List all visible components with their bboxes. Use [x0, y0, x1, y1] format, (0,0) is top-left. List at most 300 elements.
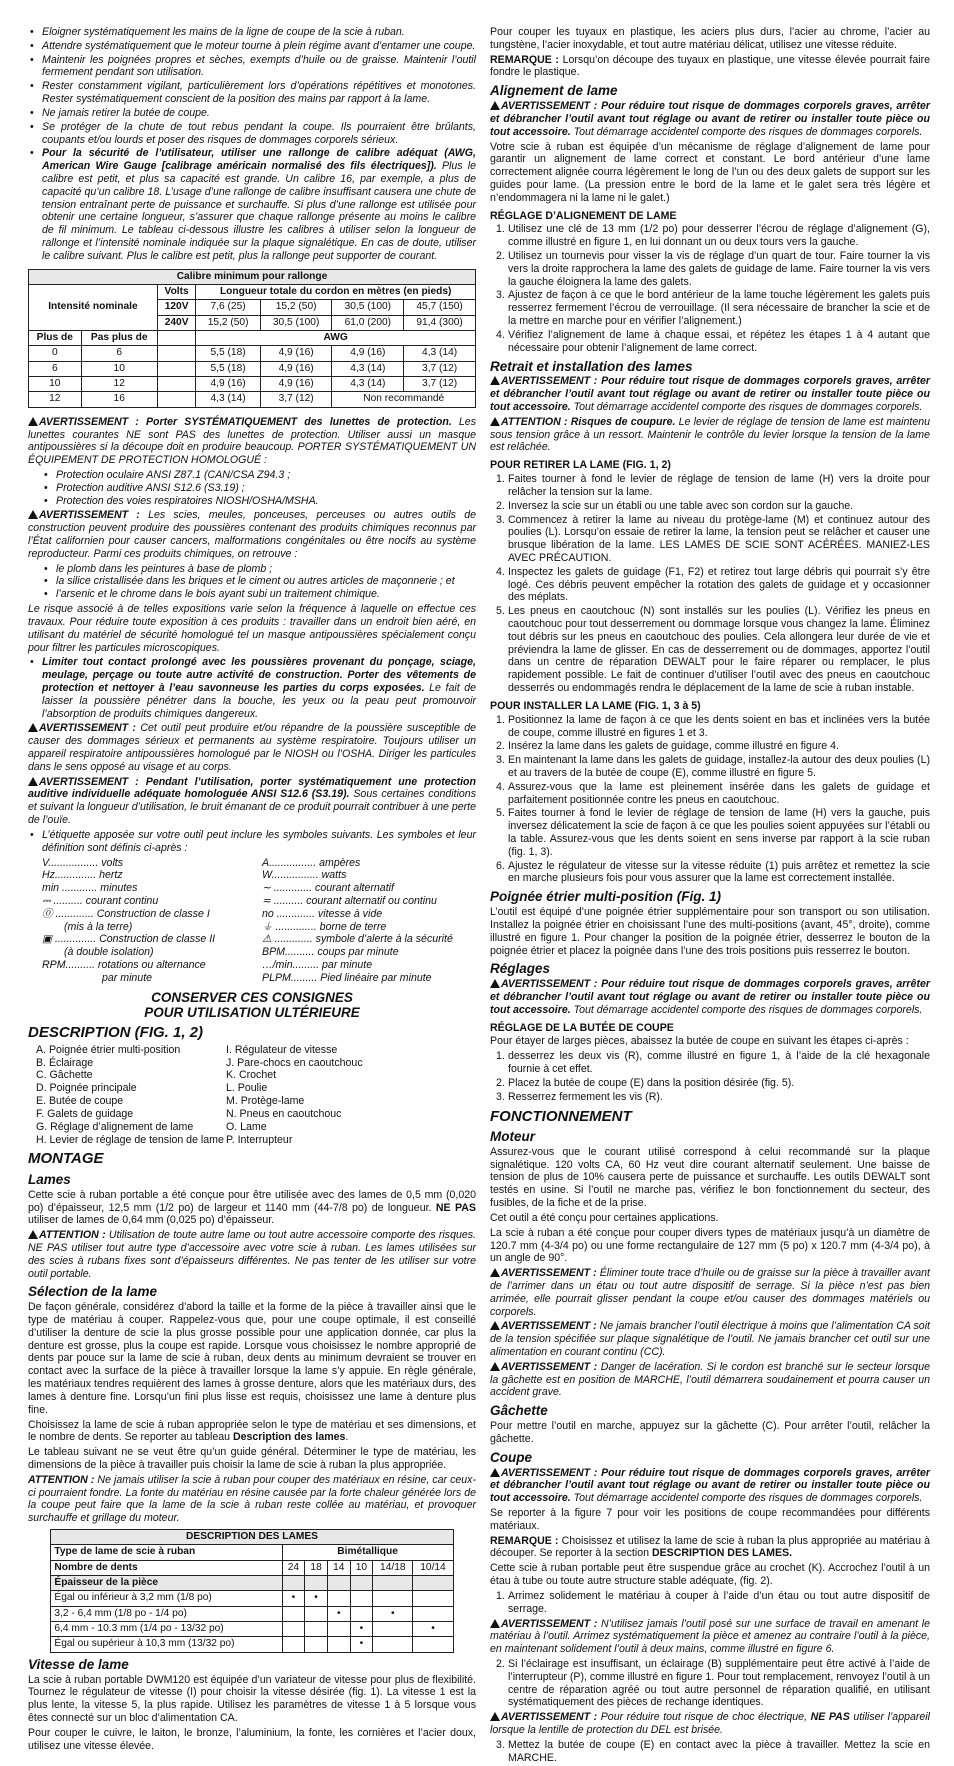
coupe-warning-2: [490, 1618, 930, 1656]
table-cell: [373, 1622, 413, 1637]
table-row: [51, 1622, 453, 1637]
symbol-item: ⏚ .............. borne de terre: [262, 920, 387, 933]
retrait-heading: Retrait et installation des lames: [490, 358, 693, 374]
conserver-heading: [28, 991, 476, 1021]
blade-thick-label: Épaisseur de la pièce: [51, 1576, 282, 1591]
warning-bold: AVERTISSEMENT : Pour réduire tout risque de dommages corporels graves, arrêter et débrancher l’outil avant tout réglage ou avant de retirer ou installer toute pièce ou tout accessoire.: [490, 375, 930, 413]
warning-icon: [28, 1230, 38, 1239]
retirer-list: [490, 473, 930, 695]
limit-bold: Limiter tout contact prolongé avec les poussières provenant du ponçage, sciage, meulage, perçage ou toute autre activité de construction. Porter des vêtements de protection et nettoyer à l’eau savonneuse les parties du corps exposées.: [42, 656, 476, 694]
list-item: 1. Arrimez solidement le matériau à couper à l’aide d’un étau ou tout autre dispositif de serrage.: [496, 1589, 930, 1615]
list-item: • Ne jamais retirer la butée de coupe.: [28, 107, 476, 120]
table-cell: 14: [327, 1560, 350, 1575]
warning-bold: AVERTISSEMENT : Porter SYSTÉMATIQUEMENT des lunettes de protection.: [39, 415, 452, 428]
list-item-text: Resserrez fermement les vis (R).: [508, 1090, 663, 1103]
table-cell: 4,9 (16): [260, 377, 332, 392]
list-item: • L’étiquette apposée sur votre outil peut inclure les symboles suivants. Les symboles et leur définition sont définis ci-après :: [28, 829, 476, 855]
safety-bullets: [28, 26, 476, 263]
table-cell: 4,9 (16): [332, 346, 404, 361]
list-item: • Attendre systématiquement que le moteur tourne à plein régime avant d’entamer une coupe.: [28, 40, 476, 53]
table-cell: 6,4 mm - 10.3 mm (1/4 po - 13/32 po): [51, 1622, 282, 1637]
symbol-item: Hz.............. hertz: [42, 869, 123, 882]
table-cell: 3,2 - 6,4 mm (1/8 po - 1/4 po): [51, 1606, 282, 1621]
list-item: • l’arsenic et le chrome dans le bois ayant subi un traitement chimique.: [42, 588, 476, 601]
warning-text: Les lunettes courantes NE sont PAS des lunettes de protection. Utiliser aussi un masque antipoussières si la découpe doit en produire beaucoup. PORTER SYSTÉMATIQUEMENT UN ÉQUIPEMENT DE PROTECTION HOMOLOGUÉ :: [28, 415, 476, 467]
list-item: 2. Placez la butée de coupe (E) dans la position désirée (fig. 5).: [496, 1076, 795, 1089]
table-cell: 3,7 (12): [260, 392, 332, 407]
coupe-list-3: [490, 1739, 930, 1765]
warning-icon: [490, 1362, 500, 1371]
table-cell: [413, 1637, 453, 1652]
gachette-text: Pour mettre l’outil en marche, appuyez sur la gâchette (C). Pour arrêter l’outil, relâcher la gâchette.: [490, 1420, 930, 1445]
symbol-item: PLPM......... Pied linéaire par minute: [262, 971, 432, 984]
symbol-item: ∼ ............. courant alternatif: [262, 882, 394, 895]
table-cell: 30,5 (100): [332, 300, 404, 315]
table-cell: 15,2 (50): [196, 315, 260, 330]
list-item-text: Positionnez la lame de façon à ce que les dents soient en bas et inclinées vers la butée de coupe, comme illustré en figures 1 et 3.: [508, 713, 930, 739]
list-item: • la silice cristallisée dans les briques et le ciment ou autres articles de maçonnerie ; et: [42, 575, 476, 588]
warning-icon: [490, 1619, 500, 1628]
selection-attention: [28, 1474, 476, 1525]
reglages-warning: [490, 978, 930, 1016]
warning-text: Les scies, meules, ponceuses, perceuses ou autres outils de construction peuvent produire des poussières contenant des produits chimiques reconnus par l’État californien pour causer cancers, malformations congénitales ou être nocifs au système reproducteur. Parmi ces produits chimiques, on retrouve :: [28, 509, 476, 560]
table-cell: 10: [350, 1560, 373, 1575]
attention-text: Le levier de réglage de tension de lame est maintenu sous tension grâce à un ressort. Maintenir le contrôle du levier lorsque la tension de la lame est relâchée.: [490, 415, 930, 454]
list-item: • Protection oculaire ANSI Z87.1 (CAN/CSA Z94.3 ;: [42, 469, 476, 482]
table-cell: 5,5 (18): [196, 346, 260, 361]
lames-text-a: Cette scie à ruban portable a été conçue pour être utilisée avec des lames de 0,5 mm (0,020 po) d’épaisseur, 12,5 mm (1/2 po) de largeur et 1140 mm (44-7/8 po) de longueur.: [28, 1188, 476, 1214]
gauge-table: [28, 269, 476, 408]
selection-text-2a: Choisissez la lame de scie à ruban appropriée selon le type de matériau et ses dimensions, et le nombre de dents. Se reporter au tableau: [28, 1418, 476, 1444]
blade-teeth-label: Nombre de dents: [51, 1560, 282, 1575]
lames-heading: Lames: [28, 1171, 71, 1187]
pour-retirer-heading: POUR RETIRER LA LAME (FIG. 1, 2): [490, 459, 671, 472]
warning-bold: AVERTISSEMENT :: [501, 1711, 598, 1724]
table-cell: [373, 1637, 413, 1652]
symbol-item: BPM.......... coups par minute: [262, 946, 399, 959]
warning-bold: AVERTISSEMENT :: [39, 509, 140, 522]
retrait-warning: [490, 375, 930, 413]
warning-dust: [28, 722, 476, 773]
list-item: I. Régulateur de vitesse: [226, 1043, 338, 1056]
remarque-text: Choisissez et utilisez la lame de scie à ruban la plus appropriée au matériau à découper. Se reporter à la section: [490, 1534, 930, 1560]
label-list: [28, 829, 476, 855]
table-cell: 15,2 (50): [260, 300, 332, 315]
remarque: [490, 54, 930, 80]
list-item: 3. Ajustez de façon à ce que le bord antérieur de la lame touche légèrement les galets puis resserrez fermement l’écrou de verrouillage. (Il sera nécessaire de brancher la scie et de la mettre en marche pour en vérifier l’alignement.): [496, 289, 930, 328]
table-cell: [305, 1622, 328, 1637]
list-item-text: Inspectez les galets de guidage (F1, F2) et retirez tout large débris qui pourrait s’y être logé. Ces débris peuvent empêcher la rotation des galets de guidage et y occasionner des méplats.: [508, 565, 930, 604]
coupe-warning: [490, 1467, 930, 1505]
lames-text-bold: NE PAS: [431, 1201, 476, 1214]
symbol-item: ▣ .............. Construction de classe II: [42, 933, 216, 946]
list-item: E. Butée de coupe: [36, 1095, 124, 1108]
warning-text: Sous certaines conditions et suivant la longueur d’utilisation, le bruit émanant de ce produit pourrait contribuer à une perte de l’ouïe.: [28, 788, 476, 827]
table-cell: 4,9 (16): [260, 361, 332, 376]
list-item-text: Les pneus en caoutchouc (N) sont installés sur les poulies (L). Vérifiez les pneus en caoutchouc pour tout desserrement ou dommage lorsque vous changez la lame. Éliminez tout débris sur les pneus en caoutchouc des poulies. Cela allongera leur durée de vie et préviendra la lame de glisser. En cas de desserrement ou de dommages, apportez l’outil dans un centre de réparation DEWALT pour le faire réparer ou remplacer, le plus rapidement possible. Le fait de continuer d’utiliser l’outil avec des pneus en caoutchouc desserrés ou endommagés rendra le déplacement de la lame de scie à ruban instable.: [508, 605, 930, 695]
table-row: [29, 392, 476, 407]
moteur-warning-1: [490, 1267, 930, 1318]
symbol-item: (à double isolation): [64, 946, 154, 959]
selection-text-2b: Description des lames: [232, 1431, 346, 1444]
warning-icon: [28, 777, 38, 786]
table-cell: 12: [81, 377, 157, 392]
list-item-text: desserrez les deux vis (R), comme illustré en figure 1, à l’aide de la clé hexagonale fournie à cet effet.: [508, 1050, 930, 1076]
table-cell: 3,7 (12): [404, 377, 476, 392]
symbol-item: ⎓ .......... courant continu: [42, 894, 159, 907]
table-cell: •: [373, 1606, 413, 1621]
list-item-text: Arrimez solidement le matériau à couper à l’aide d’un étau ou tout autre dispositif de serrage.: [508, 1589, 930, 1615]
warning-icon: [490, 101, 500, 110]
gauge-longueur-header: Longueur totale du cordon en mètres (en pieds): [196, 284, 476, 299]
list-item-text: Inversez la scie sur un établi ou une table avec son cordon sur la gauche.: [508, 499, 854, 512]
table-cell: 4,3 (14): [332, 361, 404, 376]
warning-text: Éliminer toute trace d’huile ou de graisse sur la pièce à travailler avant de l’arrimer dans un étau ou tout autre dispositif de serrage. Si la pièce n’est pas bien arrimée, elle pourrait glisser pendant la coupe et/ou causer des dommages matériels ou corporels.: [490, 1267, 930, 1318]
gachette-heading: Gâchette: [490, 1403, 548, 1419]
remarque-bold: REMARQUE :: [490, 1534, 559, 1547]
table-cell: [282, 1622, 305, 1637]
symbol-item: A................ ampères: [262, 856, 361, 869]
poignee-heading: Poignée étrier multi-position (Fig. 1): [490, 889, 722, 905]
chemicals-list: [42, 563, 476, 601]
coupe-text: Se reporter à la figure 7 pour voir les positions de coupe recommandées pour différents matériaux.: [490, 1507, 930, 1532]
warning-icon: [490, 1468, 500, 1477]
blade-table: [50, 1529, 453, 1653]
attention-bold: ATTENTION : Risques de coupure.: [501, 415, 676, 428]
alignement-heading: Alignement de lame: [490, 83, 618, 99]
symbol-item: no ............. vitesse à vide: [262, 907, 383, 920]
list-item: • Rester constamment vigilant, particulièrement lors d’opérations répétitives et monotones. Rester systématiquement conscient de la position des mains par rapport à la lame.: [28, 80, 476, 106]
moteur-warning-3: [490, 1361, 930, 1399]
table-cell: Non recommandé: [332, 392, 476, 407]
reglage-alignement-heading: RÉGLAGE D’ALIGNEMENT DE LAME: [490, 209, 677, 222]
warning-text: Danger de lacération. Si le cordon est branché sur le secteur lorsque la gâchette est en position de MARCHE, l’outil démarrera soudainement et pourra causer un accident grave.: [490, 1360, 930, 1399]
table-cell: 45,7 (150): [404, 300, 476, 315]
list-item: D. Poignée principale: [36, 1082, 137, 1095]
list-item: • Protection des voies respiratoires NIOSH/OSHA/MSHA.: [42, 495, 476, 508]
table-cell: [327, 1637, 350, 1652]
table-cell: 10/14: [413, 1560, 453, 1575]
warning-text: Tout démarrage accidentel comporte des risques de dommages corporels.: [570, 125, 923, 138]
table-cell: •: [350, 1622, 373, 1637]
warning-bold: AVERTISSEMENT :: [501, 1320, 597, 1333]
reglages-heading: Réglages: [490, 961, 551, 977]
coupe-heading: Coupe: [490, 1449, 532, 1465]
warning-bold: AVERTISSEMENT :: [39, 722, 136, 735]
vitesse-text: La scie à ruban portable DWM120 est équipée d’un variateur de vitesse pour plus de flexibilité. Tournez le régulateur de vitesse (I) pour choisir la vitesse désirée (fig. 1). La vitesse 1 est la plus lente, la vitesse 5, la plus rapide. Utilisez les paramètres de vitesse 1 à 5 lorsque vous êtes connecté sur un bloc d’alimentation CA.: [28, 1673, 476, 1725]
warning-text: Cet outil peut produire et/ou répandre de la poussière susceptible de causer des dommages sérieux et permanents au système respiratoire. Toujours utiliser un appareil respiratoire antipoussières homologué par le NIOSH ou l’OSHA. Diriger les particules dans le sens opposé au visage et au corps.: [28, 722, 476, 773]
table-cell: [327, 1622, 350, 1637]
description-heading: DESCRIPTION (FIG. 1, 2): [28, 1024, 204, 1042]
moteur-heading: Moteur: [490, 1129, 535, 1144]
list-item-text: Insérez la lame dans les galets de guidage, comme illustré en figure 4.: [508, 740, 839, 753]
gauge-volts-header: Volts: [157, 284, 196, 299]
gauge-awg: AWG: [196, 331, 476, 346]
list-item: 3. Mettez la butée de coupe (E) en contact avec la pièce à travailler. Mettez la scie en MARCHE.: [496, 1738, 930, 1764]
butee-list: [490, 1050, 930, 1103]
gauge-pasplusde: Pas plus de: [81, 331, 157, 346]
table-cell: [305, 1637, 328, 1652]
selection-text-2: Choisissez la lame de scie à ruban appropriée selon le type de matériau et ses dimensions, et le nombre de dents. Se reporter au tableau Description des lames.: [28, 1418, 476, 1444]
table-cell: 18: [305, 1560, 328, 1575]
list-item: J. Pare-chocs en caoutchouc: [226, 1056, 363, 1069]
table-cell: 10: [81, 361, 157, 376]
table-cell: [305, 1606, 328, 1621]
butee-heading: RÉGLAGE DE LA BUTÉE DE COUPE: [490, 1021, 674, 1034]
warning-icon: [490, 1321, 500, 1330]
list-item: G. Réglage d’alignement de lame: [36, 1120, 194, 1133]
list-item-text: Ajustez de façon à ce que le bord antérieur de la lame touche légèrement les galets puis resserrez fermement l’écrou de verrouillage. (Il sera nécessaire de brancher la scie et de la mettre en marche pour en vérifier l’alignement.): [508, 289, 930, 328]
table-cell: 0: [29, 346, 82, 361]
warning-bold: AVERTISSEMENT :: [501, 1267, 597, 1280]
conserver-line: CONSERVER CES CONSIGNES: [151, 989, 353, 1005]
list-item-text: Ajustez le régulateur de vitesse sur la vitesse réduite (1) puis arrêtez et remettez la scie en marche plusieurs fois pour vous assurer que la lame est correctement installée.: [508, 859, 930, 885]
symbol-item: ⚠ ............. symbole d’alerte à la sécurité: [262, 933, 453, 946]
table-cell: 14/18: [373, 1560, 413, 1575]
list-item: 3. Resserrez fermement les vis (R).: [496, 1090, 663, 1103]
list-item: 1. Positionnez la lame de façon à ce que les dents soient en bas et inclinées vers la butée de coupe, comme illustré en figures 1 et 3.: [496, 713, 930, 739]
table-cell: [327, 1591, 350, 1606]
list-item: [28, 147, 476, 262]
limit-text: Le fait de laisser la poussière pénétrer dans la bouche, les yeux ou la peau peut promouvoir l’absorption de produits chimiques dangereux.: [42, 681, 476, 720]
list-item: A. Poignée étrier multi-position: [36, 1043, 181, 1056]
moteur-text-3: La scie à ruban a été conçue pour couper divers types de matériaux jusqu’à un diamètre de 120.7 mm (4-3/4 po) ou une forme rectangulaire de 127 mm (5 po) x 120.7 mm (4-3/4 po), à un angle de 90°.: [490, 1226, 930, 1265]
right-column: [490, 26, 930, 1766]
warning-text: Tout démarrage accidentel comporte des risques de dommages corporels.: [570, 1003, 923, 1016]
list-item: 4. Vérifiez l’alignement de lame à chaque essai, et répétez les étapes 1 à 4 autant que nécessaire pour obtenir l’alignement de lame correct.: [496, 328, 930, 354]
description-list: [36, 1044, 476, 1147]
moteur-warning-2: [490, 1320, 930, 1358]
warning-bold: AVERTISSEMENT : Pour réduire tout risque de dommages corporels graves, arrêter et débrancher l’outil avant tout réglage ou avant de retirer ou installer toute pièce ou tout accessoire.: [490, 978, 930, 1016]
list-item: [28, 656, 476, 720]
attention-bold: ATTENTION :: [28, 1473, 95, 1486]
warning-text: Tout démarrage accidentel comporte des risques de dommages corporels.: [570, 1492, 923, 1505]
table-row: [29, 377, 476, 392]
rallonge-bold: Pour la sécurité de l’utilisateur, utiliser une rallonge de calibre adéquat (AWG, American Wire Gauge [calibrage américain normalisé des fils électriques]).: [42, 147, 476, 173]
symbol-item: RPM.......... rotations ou alternance: [42, 959, 206, 972]
gauge-120v: 120V: [157, 300, 196, 315]
list-item: C. Gâchette: [36, 1069, 93, 1082]
list-item: 1. Faites tourner à fond le levier de réglage de tension de lame (H) vers la droite pour relâcher la tension sur la lame.: [496, 473, 930, 498]
table-cell: [282, 1637, 305, 1652]
list-item-text: Si l’éclairage est insuffisant, un éclairage (B) supplémentaire peut être activé à l’aide de l’interrupteur (P), comme illustré en figure 1. Pour tout remplacement, renvoyez l’outil à un centre de réparation agréé ou tout autre personnel de réparation qualifié, en utilisant systématiquement des pièces de rechange identiques.: [508, 1657, 930, 1709]
warning-icon: [490, 417, 500, 426]
table-cell: 4,9 (16): [260, 346, 332, 361]
table-cell: [373, 1591, 413, 1606]
warning-hearing: [28, 776, 476, 827]
warning-icon: [490, 1268, 500, 1277]
table-cell: •: [327, 1606, 350, 1621]
left-column: [28, 26, 476, 1755]
warning-bold: AVERTISSEMENT :: [501, 1617, 598, 1630]
remarque-bold-2: DESCRIPTION DES LAMES.: [651, 1547, 793, 1560]
table-cell: 24: [282, 1560, 305, 1575]
moteur-text-2: Cet outil a été conçu pour certaines applications.: [490, 1211, 719, 1224]
list-item: N. Pneus en caoutchouc: [226, 1107, 342, 1120]
list-item-text: Faites tourner à fond le levier de réglage de tension de lame (H) vers la gauche, puis inversez délicatement la scie de façon à ce que les poulies soient appuyées sur l’établi ou la table. Assurez-vous que les dents soient en sens inverse par rapport à la scie ruban (fig. 1, 3).: [508, 807, 930, 858]
warning-bold: AVERTISSEMENT : Pour réduire tout risque de dommages corporels graves, arrêter et débrancher l’outil avant tout réglage ou avant de retirer ou installer toute pièce ou tout accessoire.: [490, 1466, 930, 1505]
table-cell: [282, 1606, 305, 1621]
list-item: 2. Utilisez un tournevis pour visser la vis de réglage d’un quart de tour. Faire tourner la vis vers la droite rapprochera la lame des galets de guidage de lame. Faire tourner la vis vers la gauche éloignera la lame des galets.: [496, 250, 930, 288]
conserver-line: POUR UTILISATION ULTÉRIEURE: [144, 1004, 360, 1020]
list-item-text: Utilisez une clé de 13 mm (1/2 po) pour desserrer l’écrou de réglage d’alignement (G), comme illustré en figure 1, en lui donnant un ou deux tours vers la gauche.: [508, 223, 930, 249]
symbol-item: ≂ .......... courant alternatif ou continu: [262, 894, 437, 907]
remarque-text: Lorsqu’on découpe des tuyaux en plastique, une vitesse élevée pourrait faire fondre le plastique.: [490, 53, 930, 79]
list-item: 5. Les pneus en caoutchouc (N) sont installés sur les poulies (L). Vérifiez les pneus en caoutchouc pour tout desserrement ou dommage lorsque vous changez la lame. Éliminez tout débris sur les pneus en caoutchouc des poulies. Cela allongera leur durée de vie et préviendra la lame de glisser. En cas de desserrement ou de dommages, apportez l’outil dans un centre de réparation DEWALT pour le faire réparer ou remplacer, le plus rapidement possible. Le fait de continuer d’utiliser l’outil avec des pneus en caoutchouc desserrés ou endommagés rendra le déplacement de la lame de scie à ruban instable.: [496, 605, 930, 695]
attention-text: Utilisation de toute autre lame ou tout autre accessoire comporte des risques. NE PAS utiliser tout autre type d’accessoire avec votre scie à ruban. Les lames utilisées sur des scies à rubans fixes sont d’épaisseurs différentes. Ne pas tenter de les utiliser sur votre outil portable.: [28, 1229, 476, 1280]
selection-text: De façon générale, considérez d’abord la taille et la forme de la pièce à travailler ainsi que le type de matériau à couper. Rappelez-vous que, pour une coupe optimale, il est conseillé d’utiliser la denture de scie la plus grosse possible pour une application donnée, car plus la denture est grosse, plus la coupe est rapide. Lorsque vous choisissez le nombre approprié de dents par pouce sur la lame de scie à ruban, deux dents au minimum devraient se trouver en contact avec la surface de la pièce à travailler lorsque la lame s’y appuie. En règle générale, les matériaux tendres requièrent des lames à grosse denture, alors que les matériaux durs, des lames à denture fine. Lorsqu’un fini plus lisse est requis, choisissez une lame à denture plus fine.: [28, 1301, 476, 1416]
blade-type-label: Type de lame de scie à ruban: [51, 1545, 282, 1560]
lames-text: [28, 1189, 476, 1227]
list-item-text: Mettez la butée de coupe (E) en contact avec la pièce à travailler. Mettez la scie en MARCHE.: [508, 1738, 930, 1764]
gauge-intensite-header: Intensité nominale: [29, 284, 158, 330]
warning-bold: AVERTISSEMENT : Pendant l’utilisation, porter systématiquement une protection auditive individuelle adéquate homologuée ANSI S12.6 (S3.19).: [28, 775, 476, 801]
list-item: • le plomb dans les peintures à base de plomb ;: [42, 563, 476, 576]
list-item-text: Commencez à retirer la lame au niveau du protège-lame (M) et continuez autour des poulies (L). Lorsqu’on essaie de retirer la lame, la tension peut se relâcher et causer une brusque libération de la lame. LES LAMES DE SCIE SONT ACÉRÉES. MANIEZ-LES AVEC PRÉCAUTION.: [508, 513, 930, 564]
table-cell: 4,3 (14): [332, 377, 404, 392]
risk-text: Le risque associé à de telles expositions varie selon la fréquence à laquelle on effectue ces travaux. Pour réduire toute exposition à ces produits : travailler dans un endroit bien aéré, en utilisant du matériel de sécurité homologué tel un masque antipoussières spécialement conçu pour filtrer les particules microscopiques.: [28, 603, 476, 654]
list-item-text: En maintenant la lame dans les galets de guidage, installez-la autour des deux poulies (L) et au travers de la butée de coupe (E), comme illustré en figure 5.: [508, 754, 930, 779]
list-item: • Se protéger de la chute de tout rebus pendant la coupe. Ils pourraient être brûlants, coupants et/ou lourds et poser des risques de dommages corporels sérieux.: [28, 121, 476, 147]
table-cell: 5,5 (18): [196, 361, 260, 376]
warning-bold: AVERTISSEMENT :: [501, 1360, 598, 1373]
reglage-list: [490, 223, 930, 354]
gauge-plusde: Plus de: [29, 331, 82, 346]
list-item: • Protection auditive ANSI S12.6 (S3.19) ;: [42, 482, 476, 495]
list-item-text: Vérifiez l’alignement de lame à chaque essai, et répétez les étapes 1 à 4 autant que nécessaire pour obtenir l’alignement de lame correct.: [508, 328, 930, 354]
list-item: O. Lame: [226, 1120, 267, 1133]
protection-list: [42, 469, 476, 507]
list-item: 3. En maintenant la lame dans les galets de guidage, installez-la autour des deux poulies (L) et au travers de la butée de coupe (E), comme illustré en figure 5.: [496, 754, 930, 779]
list-item: 1. desserrez les deux vis (R), comme illustré en figure 1, à l’aide de la clé hexagonale fournie à cet effet.: [496, 1050, 930, 1076]
table-cell: •: [413, 1622, 453, 1637]
list-item-text: Placez la butée de coupe (E) dans la position désirée (fig. 5).: [508, 1076, 795, 1089]
vitesse-text-2: Pour couper le cuivre, le laiton, le bronze, l’aluminium, la fonte, les cornières et l’acier doux, utilisez une vitesse élevée.: [28, 1726, 476, 1752]
list-item: B. Éclairage: [36, 1056, 94, 1069]
list-item: F. Galets de guidage: [36, 1107, 134, 1120]
list-item: P. Interrupteur: [226, 1133, 293, 1146]
table-cell: [350, 1606, 373, 1621]
vitesse-text-3: Pour couper les tuyaux en plastique, les aciers plus durs, l’acier au chrome, l’acier au tungstène, l’acier inoxydable, et tout autre matériau délicat, utilisez une vitesse réduite.: [490, 26, 930, 51]
symbol-item: min ............ minutes: [42, 882, 138, 895]
table-row: [51, 1591, 453, 1606]
table-row: [29, 361, 476, 376]
warning-chemicals: [28, 509, 476, 560]
butee-text: Pour étayer de larges pièces, abaissez la butée de coupe en suivant les étapes ci-après :: [490, 1035, 909, 1048]
table-cell: 4,3 (14): [404, 346, 476, 361]
warning-bold: AVERTISSEMENT : Pour réduire tout risque de dommages corporels graves, arrêter et débrancher l’outil avant tout réglage ou avant de retirer ou installer toute pièce ou tout accessoire.: [490, 100, 930, 138]
list-item: 4. Assurez-vous que la lame est pleinement insérée dans les galets de guidage et parfaitement positionnée contre les pneus en caoutchouc.: [496, 780, 930, 806]
list-item: L. Poulie: [226, 1082, 268, 1095]
gauge-240v: 240V: [157, 315, 196, 330]
lames-text-c: utiliser de lames de 0,64 mm (0,025 po) d’épaisseur.: [28, 1214, 275, 1227]
list-item: K. Crochet: [226, 1069, 277, 1082]
list-item: M. Protège-lame: [226, 1095, 305, 1108]
list-item: • Maintenir les poignées propres et sèches, exempts d’huile ou de graisse. Maintenir l’outil fermement pendant son utilisation.: [28, 54, 476, 80]
table-cell: 4,3 (14): [196, 392, 260, 407]
table-cell: 16: [81, 392, 157, 407]
table-row: [51, 1637, 453, 1652]
blade-type-value: Bimétallique: [282, 1545, 453, 1560]
warning-bold-2: NE PAS: [810, 1711, 850, 1724]
attention-bold: ATTENTION :: [39, 1229, 106, 1242]
warning-text: Pour réduire tout risque de choc électrique,: [597, 1711, 811, 1724]
list-item-text: Assurez-vous que la lame est pleinement insérée dans les galets de guidage et parfaitement positionnée contre les pneus en caoutchouc.: [508, 780, 930, 806]
table-cell: 4,9 (16): [196, 377, 260, 392]
table-cell: 3,7 (12): [404, 361, 476, 376]
retrait-attention: [490, 416, 930, 454]
coupe-warning-3: [490, 1711, 930, 1737]
list-item-text: Utilisez un tournevis pour visser la vis de réglage d’un quart de tour. Faire tourner la vis vers la droite rapprochera la lame des galets de guidage de lame. Faire tourner la vis vers la gauche éloignera la lame des galets.: [508, 250, 930, 288]
selection-text-3: Le tableau suivant ne se veut être qu’un guide général. Déterminer le type de matériau, les dimensions de la pièce à travailler puis choisir la lame de scie à ruban la plus appropriée.: [28, 1446, 476, 1471]
table-cell: 7,6 (25): [196, 300, 260, 315]
poignee-text: L’outil est équipé d’une poignée étrier supplémentaire pour son transport ou son utilisation. Installez la poignée étrier en choisissant l’une des multi-positions (avant, 45°, droite), comme illustré en figure 1. Pour changer la position de la poignée étrier, desserrez le bouton de la poignée étrier et placez la poignée dans l’une des trois positions puis resserrez le bouton.: [490, 906, 930, 957]
list-item: 2. Insérez la lame dans les galets de guidage, comme illustré en figure 4.: [496, 740, 839, 753]
list-item: 6. Ajustez le régulateur de vitesse sur la vitesse réduite (1) puis arrêtez et remettez la scie en marche plusieurs fois pour vous assurer que la lame est correctement installée.: [496, 859, 930, 885]
symbol-item: (mis à la terre): [64, 920, 133, 933]
warning-text: Ne jamais brancher l’outil électrique à moins que l’alimentation CA soit de la tension spécifiée sur plaque signalétique de l’outil. Ne jamais brancher cet outil sur une alimentation en courant continu (CC).: [490, 1320, 930, 1359]
warning-text: Tout démarrage accidentel comporte des risques de dommages corporels.: [570, 401, 923, 413]
warning-icon: [490, 376, 500, 385]
remarque-bold: REMARQUE :: [490, 53, 559, 66]
list-item: H. Levier de réglage de tension de lame: [36, 1133, 224, 1146]
gauge-table-title: Calibre minimum pour rallonge: [29, 269, 476, 284]
table-cell: Égal ou supérieur à 10,3 mm (13/32 po): [51, 1637, 282, 1652]
symbol-item: W................ watts: [262, 869, 347, 882]
warning-text-2: utiliser l’appareil lorsque la lentille de protection du DEL est brisée.: [490, 1711, 930, 1737]
symbol-item: ⓪ ............. Construction de classe I: [42, 907, 210, 920]
vitesse-heading: Vitesse de lame: [28, 1656, 129, 1672]
list-item: 2. Inversez la scie sur un établi ou une table avec son cordon sur la gauche.: [496, 499, 854, 512]
table-cell: [350, 1591, 373, 1606]
montage-heading: MONTAGE: [28, 1150, 104, 1168]
list-item: 2. Si l’éclairage est insuffisant, un éclairage (B) supplémentaire peut être activé à l’aide de l’interrupteur (P), comme illustré en figure 1. Pour tout remplacement, renvoyez l’outil à un centre de réparation agréé ou tout autre personnel de réparation qualifié, en utilisant systématiquement des pièces de rechange identiques.: [496, 1657, 930, 1709]
table-cell: 6: [81, 346, 157, 361]
limit-list: [28, 656, 476, 720]
table-cell: •: [350, 1637, 373, 1652]
table-cell: •: [282, 1591, 305, 1606]
coupe-list-2: [490, 1658, 930, 1709]
moteur-text: Assurez-vous que le courant utilisé correspond à celui recommandé sur la plaque signalétique. 120 volts CA, 60 Hz veut dire courant alternatif seulement. Une baisse de tension de plus de 10% causera perte de puissance et surchauffe. Les outils DEWALT sont testés en usine. Si l’outil ne marche pas, vérifiez le bon fonctionnement du secteur, des fusibles, de la fiche et de la prise.: [490, 1145, 930, 1210]
installer-list: [490, 714, 930, 886]
alignement-text: Votre scie à ruban est équipée d’un mécanisme de réglage d’alignement de lame pour garantir un alignement de lame correct et constant. Le bord antérieur d’une lame correctement alignée courra légèrement le long de l’un ou des deux galets de support sur les guides pour lame. (La pression entre le bord de la lame et le galet sera très légère et n’endommagera ni la lame ni le galet.): [490, 140, 930, 204]
table-row: [29, 346, 476, 361]
blade-table-title: DESCRIPTION DES LAMES: [51, 1530, 453, 1545]
table-cell: 10: [29, 377, 82, 392]
fonctionnement-heading: FONCTIONNEMENT: [490, 1107, 632, 1125]
selection-heading: Sélection de la lame: [28, 1284, 158, 1300]
table-cell: [413, 1606, 453, 1621]
list-item-text: Faites tourner à fond le levier de réglage de tension de lame (H) vers la droite pour relâcher la tension sur la lame.: [508, 473, 930, 498]
list-item: 5. Faites tourner à fond le levier de réglage de tension de lame (H) vers la gauche, puis inversez délicatement la scie de façon à ce que les poulies soient appuyées sur l’établi ou la table. Assurez-vous que les dents soient en sens inverse par rapport à la scie ruban (fig. 1, 3).: [496, 807, 930, 858]
table-row: [51, 1606, 453, 1621]
list-item: 4. Inspectez les galets de guidage (F1, F2) et retirez tout large débris qui pourrait s’y être logé. Ces débris peuvent empêcher la rotation des galets de guidage et y occasionner des méplats.: [496, 565, 930, 604]
alignement-warning: [490, 100, 930, 138]
warning-icon: [28, 510, 38, 519]
table-cell: 30,5 (100): [260, 315, 332, 330]
list-item: 3. Commencez à retirer la lame au niveau du protège-lame (M) et continuez autour des poulies (L). Lorsqu’on essaie de retirer la lame, la tension peut se relâcher et causer une brusque libération de la lame. LES LAMES DE SCIE SONT ACÉRÉES. MANIEZ-LES AVEC PRÉCAUTION.: [496, 513, 930, 564]
lames-attention: [28, 1229, 476, 1280]
coupe-remarque: [490, 1535, 930, 1561]
rallonge-text: Plus le calibre est petit, et plus sa capacité est grande. Un calibre 16, par exemple, a plus de capacité qu’un calibre 18. L’usage d’une rallonge de calibre insuffisant causera une chute de tension entraînant perte de puissance et surchauffe. Si plus d’une rallonge est utilisée pour obtenir une certaine longueur, s’assurer que chaque rallonge présente au moins le calibre de fil minimum. Le tableau ci-dessous illustre les calibres à utiliser selon la longueur de rallonge et l’intensité nominale indiquée sur la plaque signalétique. En cas de doute, utiliser le calibre suivant. Plus le calibre est petit, plus la rallonge peut supporter de courant.: [42, 160, 476, 262]
table-cell: •: [305, 1591, 328, 1606]
list-item: • Eloigner systématiquement les mains de la ligne de coupe de la scie à ruban.: [28, 26, 476, 39]
warning-icon: [28, 417, 38, 426]
warning-eyewear: [28, 416, 476, 467]
table-cell: Égal ou inférieur à 3,2 mm (1/8 po): [51, 1591, 282, 1606]
table-cell: 6: [29, 361, 82, 376]
table-cell: [413, 1591, 453, 1606]
